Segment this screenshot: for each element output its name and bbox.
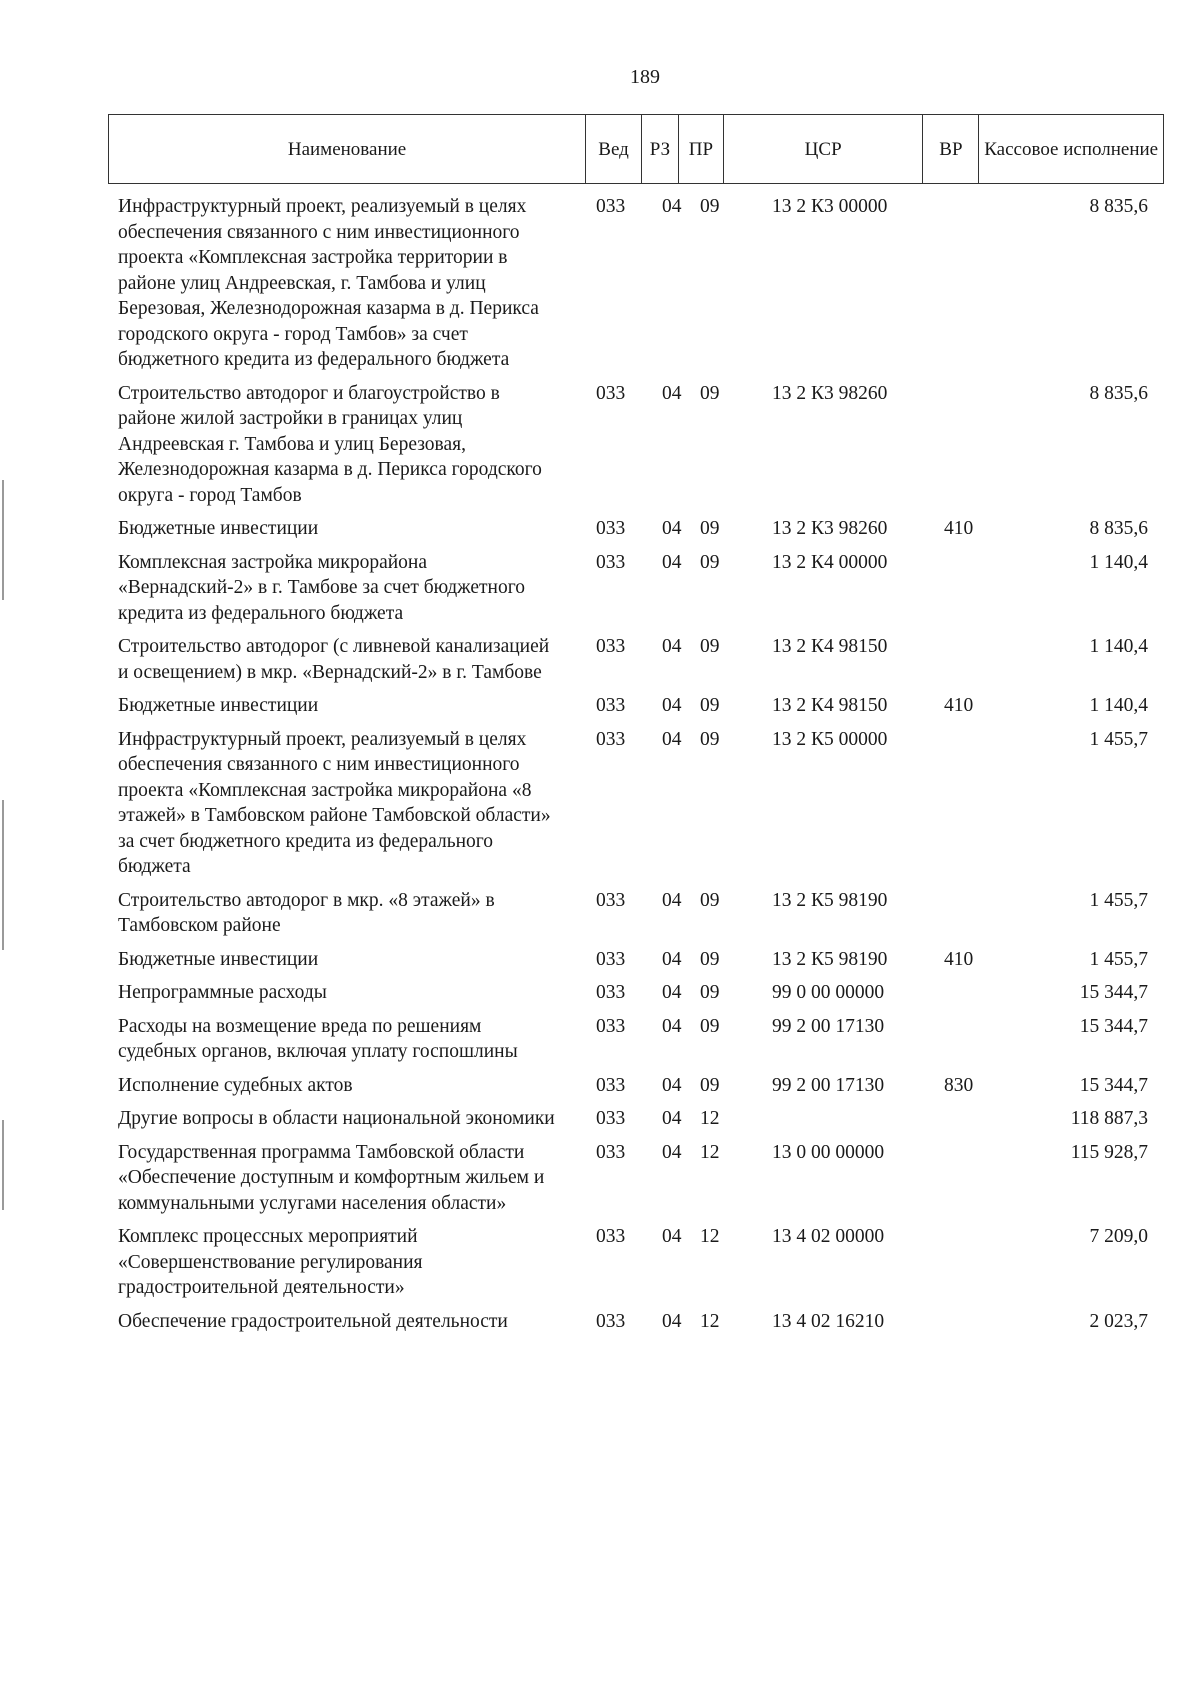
row-rz: 04 [662,1226,682,1247]
row-ved: 033 [596,551,626,573]
row-sum: 1 455,7 [1089,728,1148,750]
row-sum: 115 928,7 [1070,1141,1148,1163]
header-pr: ПР [679,115,724,183]
row-pr: 09 [700,695,720,716]
header-name: Наименование [109,115,586,183]
row-name: Строительство автодорог и благоустройство в районе жилой застройки в границах улиц Андреевская г. Тамбова и улиц Березовая, Железнодорожная казарма в д. Перикса городского округа - город Тамбов [118,382,542,506]
row-sum: 8 835,6 [1089,196,1148,217]
scan-edge-mark [2,800,4,950]
row-name: Инфраструктурный проект, реализуемый в целях обеспечения связанного с ним инвестиционного проекта «Комплексная застройка территории в районе улиц Андреевская, г. Тамбова и улиц Березовая, Железнодорожная казарма в д. Перикса городского округа - город Тамбов» за счет бюджетного кредита из федерального бюджета [118,196,539,370]
table-row [0,550,1200,627]
row-pr: 09 [700,1074,720,1096]
table-row [0,693,1200,719]
row-sum: 1 455,7 [1089,948,1148,970]
table-row [0,980,1200,1006]
row-pr: 09 [700,728,720,750]
row-name: Бюджетные инвестиции [118,948,319,970]
row-pr: 09 [700,1015,720,1037]
row-ved: 033 [596,695,626,716]
row-csr: 13 2 К5 98190 [772,948,888,970]
row-rz: 04 [662,728,682,750]
row-csr: 13 0 00 00000 [772,1141,885,1163]
row-sum: 15 344,7 [1079,1074,1148,1096]
row-sum: 8 835,6 [1089,382,1148,404]
row-pr: 12 [700,1108,720,1129]
row-sum: 1 140,4 [1089,636,1148,657]
row-name: Государственная программа Тамбовской области «Обеспечение доступным и комфортным жильем и коммунальными услугами населения области» [118,1141,545,1214]
row-rz: 04 [662,636,682,657]
row-vr: 830 [944,1074,974,1096]
header-rz: РЗ [642,115,679,183]
row-pr: 12 [700,1310,720,1332]
row-sum: 15 344,7 [1079,982,1148,1003]
row-rz: 04 [662,982,682,1003]
row-csr: 13 2 К4 00000 [772,551,888,573]
row-ved: 033 [596,636,626,657]
row-ved: 033 [596,1074,626,1096]
row-name: Инфраструктурный проект, реализуемый в целях обеспечения связанного с ним инвестиционного проекта «Комплексная застройка микрорайона «8 этажей» в Тамбовском районе Тамбовской области» за счет бюджетного кредита из федерального бюджета [118,728,551,877]
row-rz: 04 [662,551,682,573]
row-rz: 04 [662,1074,682,1096]
row-rz: 04 [662,382,682,404]
header-csr: ЦСР [724,115,924,183]
row-csr: 13 2 К5 98190 [772,889,888,911]
row-name: Строительство автодорог в мкр. «8 этажей» в Тамбовском районе [118,889,495,936]
row-ved: 033 [596,518,626,539]
table-row [0,1014,1200,1065]
row-sum: 1 140,4 [1089,551,1148,573]
scan-edge-mark [2,1120,4,1210]
row-pr: 09 [700,889,720,911]
table-row [0,1309,1200,1335]
row-ved: 033 [596,1310,626,1332]
row-vr: 410 [944,695,974,716]
row-name: Комплексная застройка микрорайона «Вернадский-2» в г. Тамбове за счет бюджетного кредита из федерального бюджета [118,551,526,624]
row-name: Бюджетные инвестиции [118,518,319,539]
row-csr: 13 2 К3 98260 [772,382,888,404]
table-row [0,516,1200,542]
row-sum: 15 344,7 [1079,1015,1148,1037]
row-csr: 13 4 02 16210 [772,1310,885,1332]
row-rz: 04 [662,948,682,970]
row-sum: 118 887,3 [1070,1108,1148,1129]
table-row [0,888,1200,939]
scan-edge-mark [2,480,4,600]
table-row [0,381,1200,509]
row-name: Расходы на возмещение вреда по решениям судебных органов, включая уплату госпошлины [118,1015,518,1062]
row-csr: 13 2 К3 00000 [772,196,888,217]
row-rz: 04 [662,889,682,911]
table-body [0,194,1200,1342]
table-row [0,727,1200,880]
row-sum: 1 140,4 [1089,695,1148,716]
row-pr: 09 [700,518,720,539]
row-csr: 99 2 00 17130 [772,1015,885,1037]
table-row [0,1073,1200,1099]
table-header [108,114,1164,184]
row-rz: 04 [662,196,682,217]
row-name: Строительство автодорог (с ливневой канализацией и освещением) в мкр. «Вернадский-2» в г. Тамбове [118,636,550,683]
table-row [0,947,1200,973]
row-csr: 13 4 02 00000 [772,1226,885,1247]
row-ved: 033 [596,1226,626,1247]
table-row [0,1224,1200,1301]
row-ved: 033 [596,948,626,970]
table-row [0,194,1200,373]
header-vr: ВР [923,115,979,183]
row-sum: 2 023,7 [1089,1310,1148,1332]
row-vr: 410 [944,518,974,539]
row-vr: 410 [944,948,974,970]
row-ved: 033 [596,982,626,1003]
row-ved: 033 [596,196,626,217]
row-pr: 09 [700,382,720,404]
header-sum: Кассовое исполнение [984,138,1159,160]
row-pr: 09 [700,982,720,1003]
row-sum: 7 209,0 [1089,1226,1148,1247]
row-name: Комплекс процессных мероприятий «Совершенствование регулирования градостроительной деятельности» [118,1226,423,1298]
row-pr: 09 [700,948,720,970]
row-pr: 09 [700,551,720,573]
row-name: Непрограммные расходы [118,982,327,1003]
row-name: Исполнение судебных актов [118,1074,353,1096]
row-name: Другие вопросы в области национальной экономики [118,1108,555,1129]
row-sum: 1 455,7 [1089,889,1148,911]
row-name: Бюджетные инвестиции [118,695,319,716]
row-csr: 99 0 00 00000 [772,982,885,1003]
row-ved: 033 [596,1108,626,1129]
header-ved: Вед [586,115,642,183]
row-rz: 04 [662,1108,682,1129]
row-pr: 12 [700,1226,720,1247]
table-row [0,634,1200,685]
row-rz: 04 [662,695,682,716]
row-ved: 033 [596,1015,626,1037]
table-row [0,1106,1200,1132]
row-rz: 04 [662,1141,682,1163]
row-sum: 8 835,6 [1089,518,1148,539]
table-row [0,1140,1200,1217]
row-csr: 13 2 К4 98150 [772,636,888,657]
row-pr: 09 [700,196,720,217]
row-csr: 13 2 К4 98150 [772,695,888,716]
row-rz: 04 [662,518,682,539]
row-name: Обеспечение градостроительной деятельности [118,1310,508,1332]
row-pr: 09 [700,636,720,657]
row-rz: 04 [662,1310,682,1332]
row-ved: 033 [596,1141,626,1163]
row-ved: 033 [596,889,626,911]
row-csr: 13 2 К5 00000 [772,728,888,750]
row-ved: 033 [596,382,626,404]
row-ved: 033 [596,728,626,750]
row-csr: 13 2 К3 98260 [772,518,888,539]
row-pr: 12 [700,1141,720,1163]
page-number: 189 [630,66,660,88]
row-csr: 99 2 00 17130 [772,1074,885,1096]
row-rz: 04 [662,1015,682,1037]
